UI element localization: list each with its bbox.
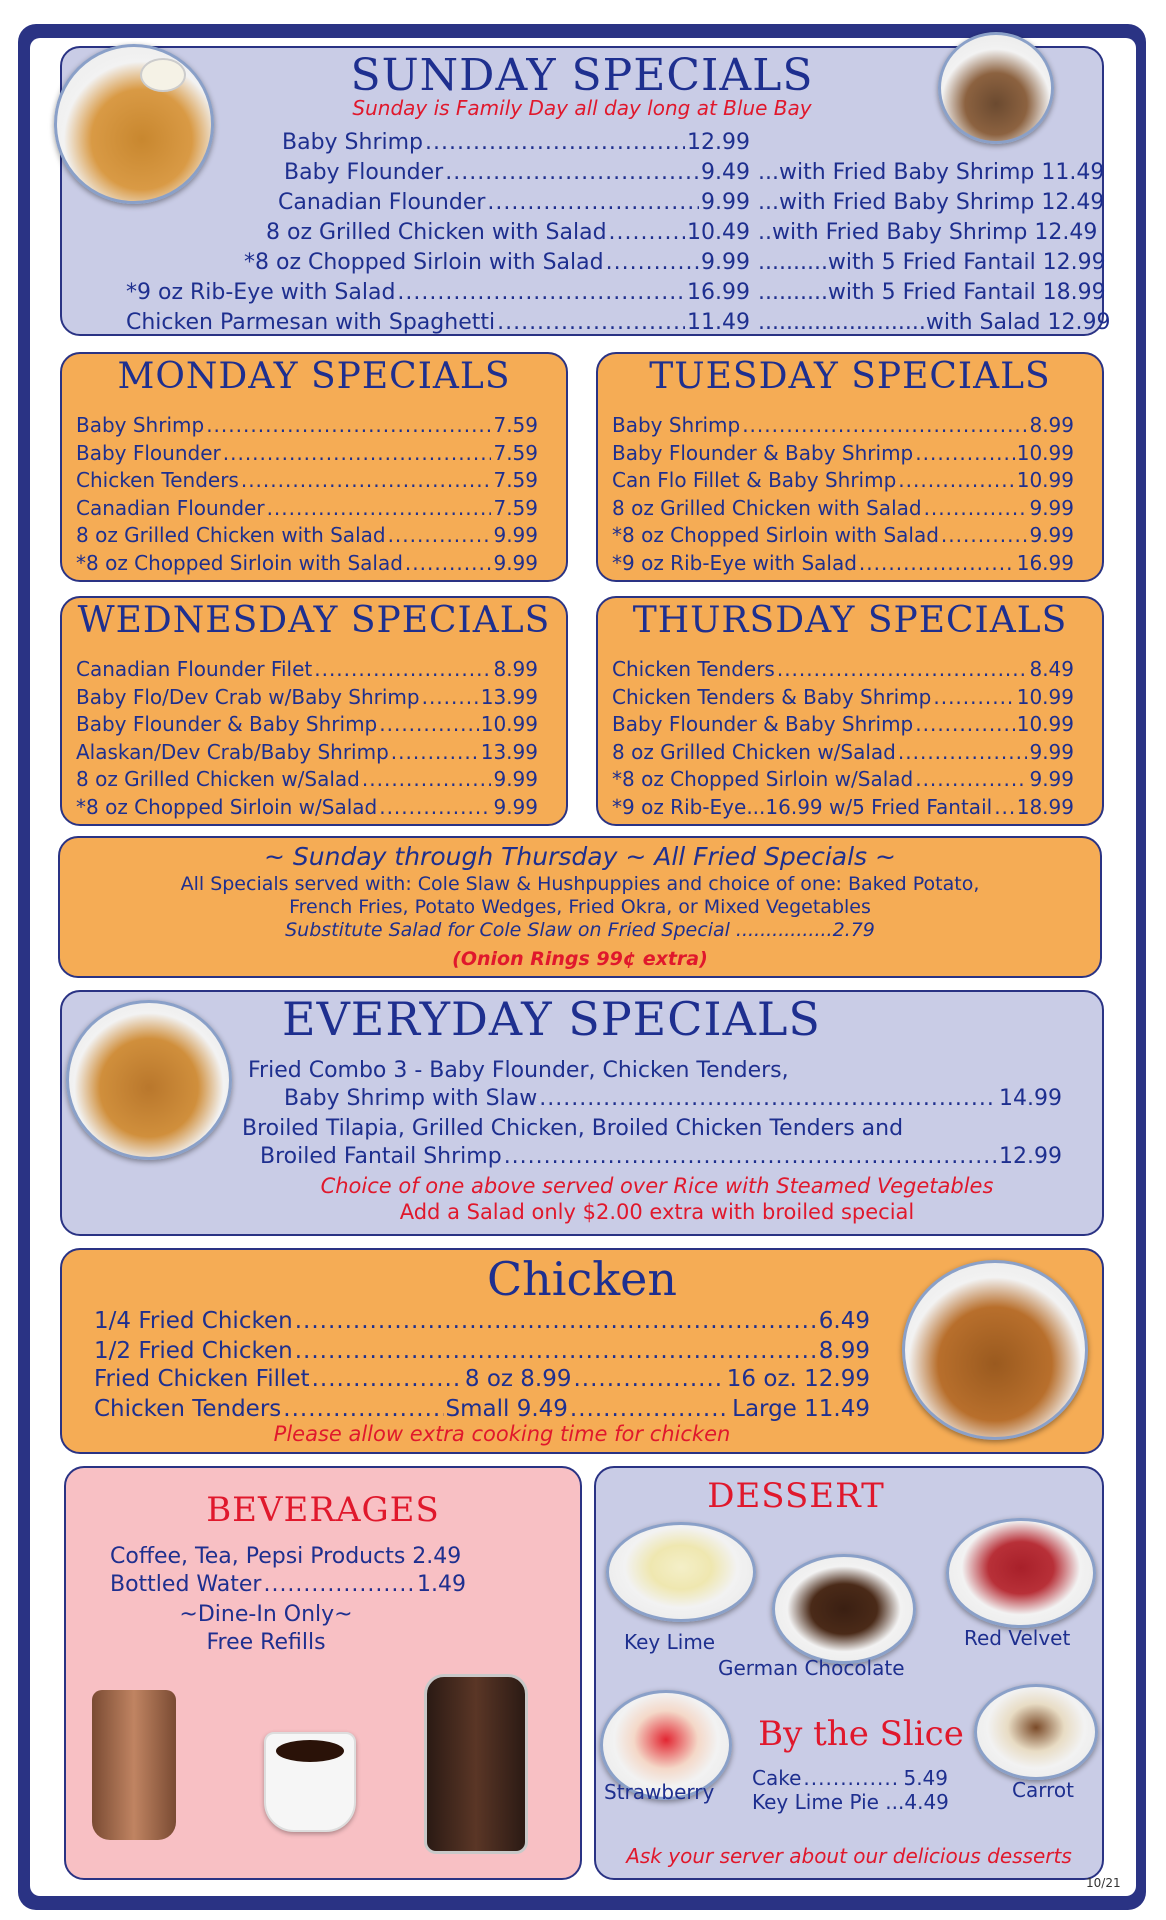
menu-item-name: Baby Flounder & Baby Shrimp	[612, 440, 914, 465]
menu-item-name: 8 oz Grilled Chicken w/Salad	[612, 739, 896, 764]
menu-item-name: Baby Flounder & Baby Shrimp	[76, 712, 378, 736]
menu-item-name: Baby Shrimp	[612, 413, 741, 437]
sunday-subtitle: Sunday is Family Day all day long at Blue Bay	[352, 96, 812, 120]
monday-item-list	[76, 412, 538, 577]
menu-item-price: 13.99	[480, 684, 538, 709]
menu-item-name: Canadian Flounder Filet	[76, 657, 313, 681]
key-lime-pie-name: Key Lime Pie ...	[752, 1790, 905, 1814]
menu-item-combo-price: ........................with Salad 12.99	[758, 310, 1111, 335]
sunday-item-row	[62, 188, 1106, 218]
fried-specials-line-1: All Specials served with: Cole Slaw & Hushpuppies and choice of one: Baked Potato,	[180, 873, 980, 895]
monday-panel	[60, 352, 568, 582]
sirloin-plate-image	[938, 32, 1054, 144]
menu-item-price: 9.99	[1029, 767, 1074, 791]
menu-item-name: 8 oz Grilled Chicken with Salad	[266, 220, 607, 245]
menu-item-name: Chicken Tenders	[76, 468, 239, 492]
menu-item-combo-price: ..........with 5 Fried Fantail 12.99	[758, 250, 1106, 275]
menu-item-price: 9.99	[1029, 739, 1074, 764]
bottled-water-name: Bottled Water	[110, 1572, 262, 1597]
menu-item-price: 9.99	[701, 190, 750, 215]
chicken-fillet-8oz: 8 oz 8.99	[464, 1366, 572, 1392]
german-chocolate-label: German Chocolate	[718, 1656, 905, 1680]
menu-item-row	[76, 550, 538, 578]
menu-item-price: 12.99	[687, 130, 750, 155]
menu-item-price: 9.99	[493, 550, 538, 575]
menu-item-row	[76, 739, 538, 767]
everyday-item-1	[284, 1086, 1062, 1111]
menu-item-row	[76, 467, 538, 495]
everyday-title: EVERYDAY SPECIALS	[282, 992, 821, 1046]
beverages-title: BEVERAGES	[206, 1490, 440, 1530]
menu-item-price: 8.99	[818, 1338, 870, 1364]
menu-item-price: 8.49	[1029, 657, 1074, 681]
menu-item-price: 10.49	[687, 220, 750, 245]
fried-specials-panel	[58, 836, 1102, 978]
menu-item-name: 1/4 Fried Chicken	[94, 1308, 293, 1334]
menu-item-row	[76, 412, 538, 440]
menu-item-row	[94, 1336, 870, 1366]
menu-item-price: 10.99	[480, 712, 538, 736]
carrot-cake-image	[974, 1684, 1098, 1780]
menu-item-name: 8 oz Grilled Chicken with Salad	[612, 495, 922, 520]
menu-item-row	[76, 684, 538, 712]
sunday-item-row	[62, 248, 1106, 278]
monday-title: MONDAY SPECIALS	[117, 356, 511, 397]
sunday-item-row	[62, 128, 1106, 158]
menu-item-row	[612, 766, 1074, 794]
menu-item-row	[612, 495, 1074, 523]
menu-item-name: *8 oz Chopped Sirloin with Salad	[76, 550, 403, 575]
menu-item-name: Baby Flounder & Baby Shrimp	[612, 712, 914, 736]
menu-item-name: 1/2 Fried Chicken	[94, 1338, 293, 1364]
menu-item-name: Can Flo Fillet & Baby Shrimp	[612, 468, 897, 492]
menu-item-name: Chicken Parmesan with Spaghetti	[126, 310, 496, 335]
menu-item-name: Chicken Tenders & Baby Shrimp	[612, 684, 932, 709]
menu-item-row	[76, 440, 538, 468]
chicken-tenders-large: Large 11.49	[732, 1396, 870, 1422]
sunday-item-row	[62, 158, 1106, 188]
chicken-tenders-small: Small 9.49	[445, 1396, 568, 1422]
everyday-price-2: 12.99	[999, 1144, 1062, 1169]
menu-item-name: 8 oz Grilled Chicken w/Salad	[76, 767, 360, 791]
fried-combo-plate-image	[66, 1000, 232, 1160]
key-lime-label: Key Lime	[624, 1630, 716, 1654]
beverages-line-3: ~Dine-In Only~	[179, 1602, 353, 1627]
menu-item-name: Canadian Flounder	[76, 495, 265, 520]
menu-item-price: 6.49	[818, 1308, 870, 1334]
menu-item-price: 10.99	[1016, 684, 1074, 709]
chicken-note: Please allow extra cooking time for chicken	[273, 1422, 731, 1446]
thursday-title: THURSDAY SPECIALS	[632, 600, 1068, 641]
sunday-title: SUNDAY SPECIALS	[350, 50, 814, 101]
menu-item-row	[612, 467, 1074, 495]
menu-item-price: 7.59	[493, 468, 538, 492]
chicken-item-list	[94, 1306, 870, 1366]
menu-item-price: 13.99	[480, 739, 538, 764]
onion-rings-note: (Onion Rings 99¢ extra)	[452, 948, 708, 970]
key-lime-pie-price-row	[752, 1790, 948, 1814]
menu-item-price: 10.99	[1016, 712, 1074, 736]
menu-item-combo-price: ..........with 5 Fried Fantail 18.99	[758, 280, 1106, 305]
menu-item-name: *9 oz Rib-Eye with Salad	[126, 280, 396, 305]
menu-item-name: Chicken Tenders	[612, 657, 775, 681]
cake-name: Cake	[752, 1766, 802, 1790]
pitcher-image	[424, 1674, 528, 1854]
menu-item-name: Baby Flo/Dev Crab w/Baby Shrimp	[76, 684, 420, 709]
everyday-item-1b: Baby Shrimp with Slaw	[284, 1086, 538, 1111]
menu-item-name: *8 oz Chopped Sirloin with Salad	[612, 523, 939, 547]
chicken-fillet-row	[94, 1366, 870, 1392]
menu-item-price: 9.99	[493, 523, 538, 547]
bottled-water-price: 1.49	[417, 1572, 466, 1597]
key-lime-pie-price: 4.49	[904, 1790, 949, 1814]
menu-item-price: 11.49	[687, 310, 750, 335]
menu-item-price: 9.99	[1029, 495, 1074, 520]
menu-item-price: 7.59	[493, 440, 538, 465]
menu-item-name: Baby Flounder	[284, 160, 444, 185]
menu-item-name: Baby Flounder	[76, 440, 221, 465]
menu-item-row	[612, 739, 1074, 767]
menu-item-price: 10.99	[1016, 468, 1074, 492]
menu-item-row	[612, 550, 1074, 578]
thursday-item-list	[612, 656, 1074, 821]
cake-price-row	[752, 1766, 948, 1790]
carrot-label: Carrot	[1012, 1778, 1074, 1802]
dessert-panel	[594, 1466, 1104, 1880]
menu-item-row	[612, 412, 1074, 440]
coffee-surface	[276, 1740, 344, 1762]
menu-item-price: 9.99	[493, 767, 538, 791]
menu-item-row	[76, 656, 538, 684]
beverages-line-1: Coffee, Tea, Pepsi Products 2.49	[110, 1544, 462, 1569]
menu-item-combo-price: ...with Fried Baby Shrimp 12.49	[758, 190, 1105, 215]
menu-item-row	[612, 522, 1074, 550]
by-the-slice-title: By the Slice	[758, 1714, 964, 1754]
chicken-tenders-row	[94, 1396, 870, 1422]
wednesday-title: WEDNESDAY SPECIALS	[77, 600, 551, 641]
menu-item-name: Canadian Flounder	[278, 190, 486, 215]
menu-item-row	[612, 656, 1074, 684]
sunday-item-row	[62, 218, 1106, 248]
wednesday-item-list	[76, 656, 538, 821]
menu-code: 10/21	[1086, 1876, 1121, 1890]
menu-item-row	[76, 766, 538, 794]
menu-item-price: 16.99	[687, 280, 750, 305]
menu-item-row	[612, 440, 1074, 468]
menu-item-name: *8 oz Chopped Sirloin w/Salad	[76, 794, 378, 819]
red-velvet-label: Red Velvet	[964, 1626, 1071, 1650]
strawberry-label: Strawberry	[604, 1780, 715, 1804]
menu-item-row	[612, 684, 1074, 712]
everyday-item-2b: Broiled Fantail Shrimp	[260, 1144, 502, 1169]
menu-item-name: *8 oz Chopped Sirloin w/Salad	[612, 767, 914, 791]
menu-item-price: 16.99	[1016, 550, 1074, 575]
menu-item-price: 18.99	[1016, 794, 1074, 819]
german-chocolate-cake-image	[772, 1554, 916, 1664]
dessert-note: Ask your server about our delicious desserts	[626, 1844, 1072, 1868]
menu-item-name: Baby Shrimp	[76, 413, 205, 437]
cake-price: 5.49	[903, 1766, 948, 1790]
iced-tea-glass-image	[92, 1690, 176, 1840]
everyday-note-2: Add a Salad only $2.00 extra with broiled special	[399, 1200, 915, 1224]
tuesday-panel	[596, 352, 1104, 582]
menu-item-row	[76, 495, 538, 523]
chicken-tenders-name: Chicken Tenders	[94, 1396, 282, 1422]
everyday-item-2a: Broiled Tilapia, Grilled Chicken, Broiled Chicken Tenders and	[242, 1116, 904, 1141]
menu-item-row	[612, 711, 1074, 739]
menu-item-price: 9.99	[493, 794, 538, 819]
menu-item-name: *9 oz Rib-Eye with Salad	[612, 550, 857, 575]
wednesday-panel	[60, 596, 568, 826]
menu-item-name: Baby Shrimp	[282, 130, 424, 155]
menu-item-price: 9.49	[701, 160, 750, 185]
menu-item-combo-price: ...with Fried Baby Shrimp 11.49	[758, 160, 1105, 185]
chicken-fillet-16oz: 16 oz. 12.99	[726, 1366, 870, 1392]
fried-specials-line-2: French Fries, Potato Wedges, Fried Okra, or Mixed Vegetables	[289, 896, 871, 918]
tuesday-title: TUESDAY SPECIALS	[649, 356, 1051, 397]
everyday-item-1a: Fried Combo 3 - Baby Flounder, Chicken Tenders,	[248, 1058, 789, 1083]
everyday-item-2	[260, 1144, 1062, 1169]
fried-shrimp-plate-image	[54, 44, 214, 204]
menu-item-price: 7.59	[493, 413, 538, 437]
menu-item-row	[76, 522, 538, 550]
fried-specials-line-3: Substitute Salad for Cole Slaw on Fried Special ................2.79	[285, 919, 875, 941]
coleslaw-cup	[140, 58, 186, 92]
menu-item-price: 10.99	[1016, 440, 1074, 465]
menu-item-name: Alaskan/Dev Crab/Baby Shrimp	[76, 739, 389, 764]
beverages-line-2	[110, 1572, 466, 1597]
menu-item-combo-price: ..with Fried Baby Shrimp 12.49	[758, 220, 1098, 245]
menu-item-price: 9.99	[701, 250, 750, 275]
menu-item-price: 8.99	[493, 657, 538, 681]
red-velvet-cake-image	[946, 1518, 1096, 1628]
menu-item-combo-price	[750, 128, 1090, 158]
beverages-panel	[64, 1466, 582, 1880]
chicken-fillet-name: Fried Chicken Fillet	[94, 1366, 310, 1392]
sunday-item-list	[62, 128, 1111, 338]
menu-item-price: 8.99	[1029, 413, 1074, 437]
thursday-panel	[596, 596, 1104, 826]
menu-item-row	[94, 1306, 870, 1336]
chicken-title: Chicken	[486, 1252, 678, 1306]
key-lime-pie-image	[606, 1522, 756, 1622]
menu-item-row	[612, 794, 1074, 822]
fried-chicken-plate-image	[902, 1260, 1088, 1440]
menu-item-row	[76, 794, 538, 822]
fried-specials-heading: ~ Sunday through Thursday ~ All Fried Specials ~	[264, 842, 896, 871]
dessert-title: DESSERT	[707, 1476, 885, 1516]
everyday-note-1: Choice of one above served over Rice with Steamed Vegetables	[320, 1174, 994, 1198]
sunday-item-row	[62, 308, 1111, 338]
beverages-line-4: Free Refills	[206, 1630, 326, 1655]
tuesday-item-list	[612, 412, 1074, 577]
menu-item-name: *9 oz Rib-Eye...16.99 w/5 Fried Fantail	[612, 794, 993, 819]
menu-item-row	[76, 711, 538, 739]
menu-item-price: 9.99	[1029, 523, 1074, 547]
menu-item-name: 8 oz Grilled Chicken with Salad	[76, 523, 386, 547]
sunday-item-row	[62, 278, 1106, 308]
everyday-price-1: 14.99	[999, 1086, 1062, 1111]
menu-item-price: 7.59	[493, 495, 538, 520]
menu-item-name: *8 oz Chopped Sirloin with Salad	[244, 250, 604, 275]
